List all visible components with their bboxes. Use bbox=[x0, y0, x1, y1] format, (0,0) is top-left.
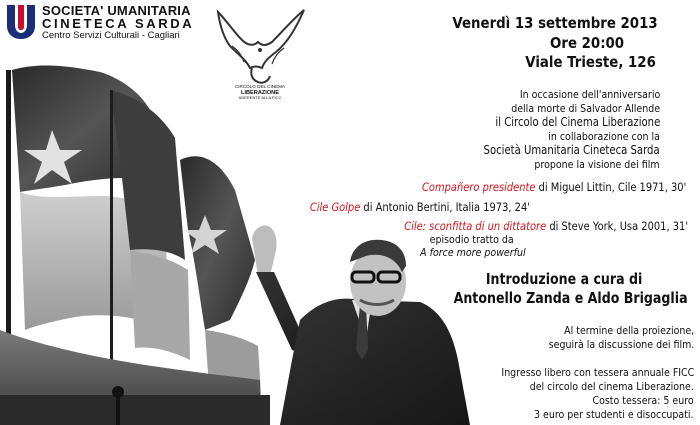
intro-line-3: il Circolo del Cinema Liberazione bbox=[495, 115, 660, 129]
film-3 bbox=[404, 219, 688, 233]
svg-text:LIBERAZIONE: LIBERAZIONE bbox=[241, 90, 279, 96]
entry-line-1: Ingresso libero con tessera annuale FICC bbox=[501, 366, 694, 379]
film-1-title: Compañero presidente bbox=[421, 180, 536, 194]
intro-line-6: propone la visione dei film bbox=[534, 158, 660, 171]
film-2-info: di Antonio Bertini, Italia 1973, 24' bbox=[360, 200, 530, 214]
film-2 bbox=[310, 200, 530, 214]
introduction-line-2: Antonello Zanda e Aldo Brigaglia bbox=[453, 289, 688, 307]
logo-line-1: SOCIETA' UMANITARIA bbox=[42, 3, 191, 18]
logo-line-2: CINETECA SARDA bbox=[42, 16, 195, 31]
cineteca-logo bbox=[4, 3, 195, 43]
event-place: Viale Trieste, 126 bbox=[525, 53, 656, 71]
film-3-title: Cile: sconfitta di un dittatore bbox=[404, 219, 547, 233]
discussion-line-1: Al termine della proiezione, bbox=[563, 324, 694, 337]
film-3-info: di Steve York, Usa 2001, 31' bbox=[546, 219, 688, 233]
event-date: Venerdì 13 settembre 2013 bbox=[452, 14, 658, 32]
intro-line-2: della morte di Salvador Allende bbox=[511, 102, 660, 115]
introduction-line-1: Introduzione a cura di bbox=[485, 270, 642, 288]
film-2-title: Cile Golpe bbox=[309, 200, 361, 214]
logo-line-3: Centro Servizi Culturali - Cagliari bbox=[42, 30, 180, 41]
umanitaria-logo-icon bbox=[4, 3, 38, 39]
discussion-line-2: seguirà la discussione dei film. bbox=[548, 338, 694, 351]
intro-line-4: in collaborazione con la bbox=[548, 130, 660, 143]
entry-line-4: 3 euro per studenti e disoccupati. bbox=[534, 408, 694, 421]
entry-line-3: Costo tessera: 5 euro bbox=[592, 394, 694, 407]
svg-text:CIRCOLO DEL CINEMA: CIRCOLO DEL CINEMA bbox=[234, 84, 286, 89]
film-1-info: di Miguel Littin, Cile 1971, 30' bbox=[535, 180, 686, 194]
episode-line-2: A force more powerful bbox=[420, 246, 526, 259]
event-time: Ore 20:00 bbox=[549, 34, 624, 52]
entry-line-2: del circolo del cinema Liberazione. bbox=[529, 380, 694, 393]
svg-text:ADERENTE ALLA FICC: ADERENTE ALLA FICC bbox=[238, 95, 282, 100]
dove-icon bbox=[212, 2, 308, 100]
intro-line-5: Società Umanitaria Cineteca Sarda bbox=[483, 143, 660, 157]
film-1 bbox=[422, 180, 686, 194]
episode-line-1: episodio tratto da bbox=[429, 233, 514, 246]
circolo-liberazione-logo bbox=[212, 2, 308, 100]
intro-line-1: In occasione dell'anniversario bbox=[519, 88, 660, 101]
